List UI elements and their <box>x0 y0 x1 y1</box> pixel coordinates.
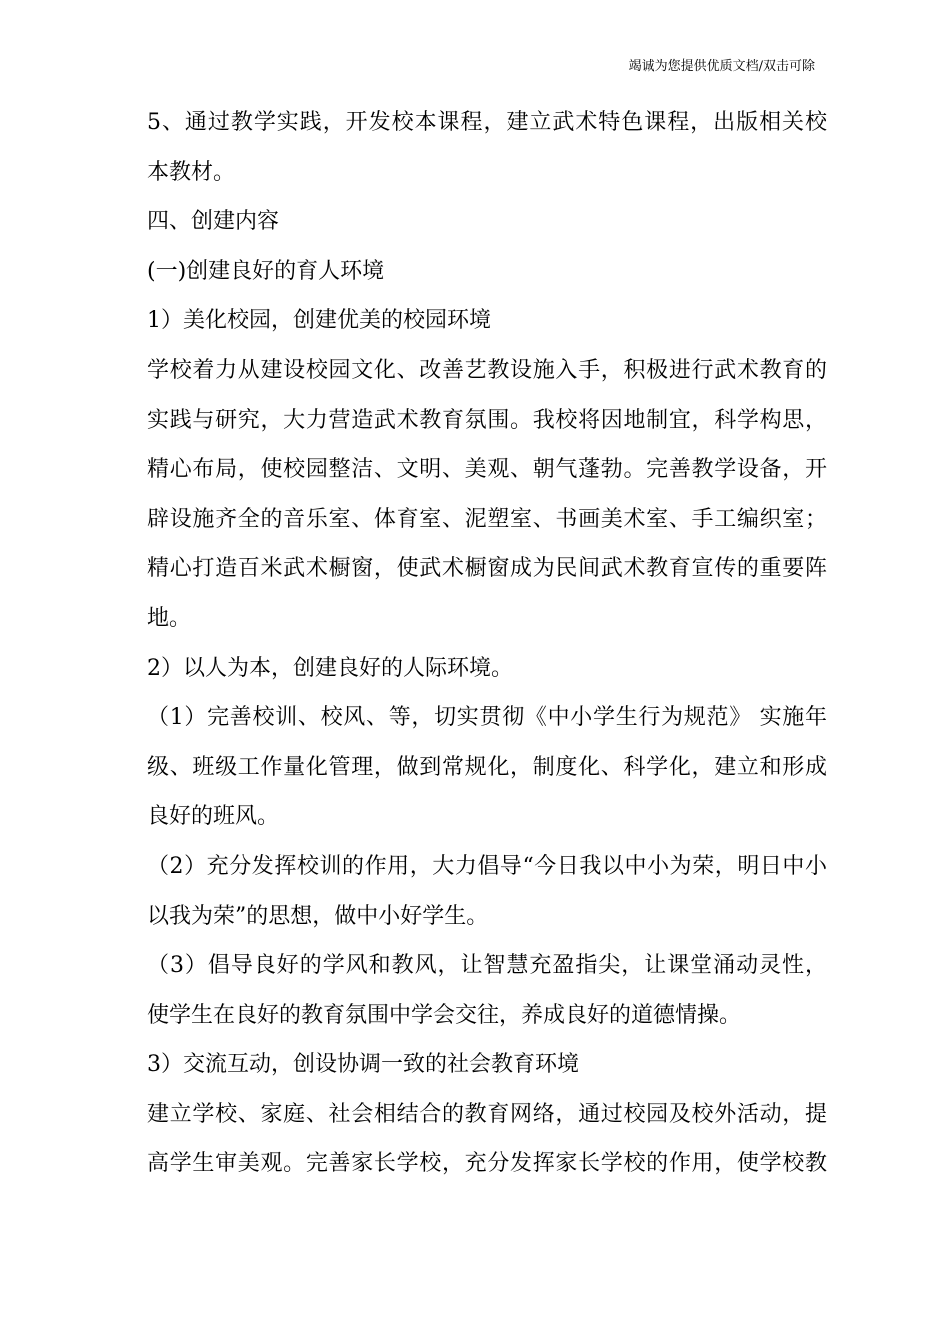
text-line: 建立学校、家庭、社会相结合的教育网络，通过校园及校外活动，提 <box>147 1101 827 1127</box>
text-line: 级、班级工作量化管理，做到常规化，制度化、科学化，建立和形成 <box>147 754 827 780</box>
document-body <box>147 98 827 1189</box>
text-line: 本教材。 <box>147 159 236 185</box>
item-heading: 3）交流互动，创设协调一致的社会教育环境 <box>147 1052 579 1078</box>
page-header-note: 竭诚为您提供优质文档/双击可除 <box>628 59 815 74</box>
text-line: 使学生在良好的教育氛围中学会交往，养成良好的道德情操。 <box>147 1002 742 1028</box>
text-line: （3）倡导良好的学风和教风，让智慧充盈指尖，让课堂涌动灵性， <box>147 953 827 979</box>
text-line: 精心打造百米武术橱窗，使武术橱窗成为民间武术教育宣传的重要阵 <box>147 556 827 582</box>
text-line: 精心布局，使校园整洁、文明、美观、朝气蓬勃。完善教学设备，开 <box>147 457 827 483</box>
subsection-heading: (一)创建良好的育人环境 <box>147 258 385 284</box>
text-line: 辟设施齐全的音乐室、体育室、泥塑室、书画美术室、手工编织室； <box>147 506 827 532</box>
text-line: 高学生审美观。完善家长学校，充分发挥家长学校的作用，使学校教 <box>147 1151 827 1177</box>
text-line: （2）充分发挥校训的作用，大力倡导“今日我以中小为荣，明日中小 <box>147 853 827 879</box>
text-line: 学校着力从建设校园文化、改善艺教设施入手，积极进行武术教育的 <box>147 357 827 383</box>
text-line: 地。 <box>147 605 192 631</box>
item-heading: 1）美化校园，创建优美的校园环境 <box>147 308 491 334</box>
text-line: （1）完善校训、校风、等，切实贯彻《中小学生行为规范》 实施年 <box>147 705 827 731</box>
text-line: 实践与研究，大力营造武术教育氛围。我校将因地制宜，科学构思， <box>147 407 827 433</box>
item-heading: 2）以人为本，创建良好的人际环境。 <box>147 655 513 681</box>
section-heading: 四、创建内容 <box>147 209 280 235</box>
text-line: 以我为荣”的思想，做中小好学生。 <box>147 903 489 929</box>
text-line: 5、通过教学实践，开发校本课程，建立武术特色课程，出版相关校 <box>147 110 827 135</box>
text-line: 良好的班风。 <box>147 804 280 830</box>
